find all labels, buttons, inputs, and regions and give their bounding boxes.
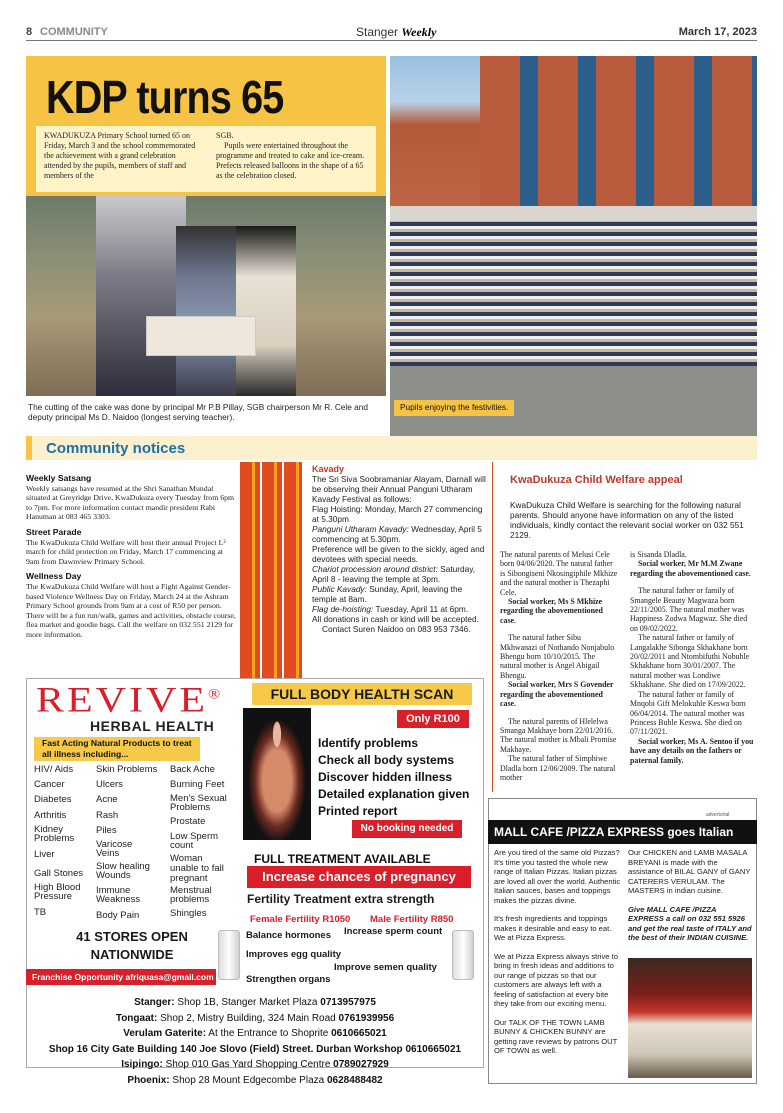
fertility-heading: Fertility Treatment extra strength: [247, 892, 435, 906]
masthead-bold: Weekly: [401, 25, 437, 39]
photo2-caption: Pupils enjoying the festivities.: [394, 400, 514, 416]
illness-item: Piles: [96, 824, 117, 836]
illness-item: Liver: [34, 848, 55, 860]
notice-title: Wellness Day: [26, 571, 82, 582]
issue-date: March 17, 2023: [678, 26, 757, 38]
fert-benefit: Improves egg quality: [246, 949, 342, 960]
illness-item: Diabetes: [34, 794, 72, 806]
store-addr: At the Entrance to Shoprite: [206, 1028, 332, 1039]
store-address: [26, 995, 484, 1011]
scan-item: Detailed explanation given: [318, 787, 470, 801]
illness-item: High Blood Pressure: [34, 882, 81, 903]
revive-brand: REVIVE: [36, 680, 208, 720]
kavady-italic: Chariot procession around district:: [312, 564, 438, 574]
kavady-line: The Sri Siva Soobramaniar Alayam, Darnall will be observing their Annual Panguni Utharam Kavady Festival as follows:: [312, 474, 486, 504]
illness-col3: [170, 764, 244, 919]
scan-item: Identify problems: [318, 736, 419, 750]
kavady-line: [312, 564, 488, 584]
product-bottle-icon: [218, 930, 240, 980]
store-phone: 0628488482: [326, 1074, 383, 1086]
kavady-line: Flag Hoisting: Monday, March 27 commencing at 5.30pm: [312, 504, 483, 524]
illness-item: Immune Weakness: [96, 885, 141, 906]
welfare-worker: Social worker, Ms A. Sentoo if you have any details on the fathers or paternal family.: [630, 736, 754, 765]
body-scan-image: [243, 708, 311, 840]
store-phone: 0789027929: [333, 1059, 389, 1070]
store-town: Isipingo:: [121, 1059, 163, 1070]
illness-item: Slow healing Wounds: [96, 861, 150, 882]
illness-item: Ulcers: [96, 779, 123, 791]
illness-item: Shingles: [170, 907, 207, 919]
notice-body: Weekly satsangs have resumed at the Shri Sanathan Mundal situated at Greyridge Drive, KwaDukuza every Tuesday from 6pm to 7pm. For more information contact mandir president Rabi Hanuman at 083 465 3303.: [26, 483, 235, 522]
franchise-banner: Franchise Opportunity afriquasa@gmail.com: [26, 969, 216, 985]
scan-item: Check all body systems: [318, 753, 455, 767]
pizza-para: Our TALK OF THE TOWN LAMB BUNNY & CHICKEN BUNNY are getting rave reviews by patrons OUT OF TOWN as well.: [494, 1017, 618, 1055]
kavady-line: [312, 604, 488, 614]
lead-headline: KDP turns 65: [46, 71, 284, 123]
store-addr: Shop 28 Mount Edgecombe Plaza: [169, 1074, 327, 1086]
welfare-para: The natural father or family of Smangele Beauty Magwaza born 22/11/2005. The natural mother was Happiness Zodwa Magwaz. She died on 09/02/2022.: [630, 586, 748, 633]
illness-item: Arthritis: [34, 809, 67, 821]
illness-item: HIV/ Aids: [34, 764, 74, 775]
kavady-title: Kavady: [312, 464, 345, 474]
store-phone: 0610665021: [331, 1028, 387, 1039]
pregnancy-banner: Increase chances of pregnancy: [247, 866, 471, 888]
store-phone: 0610665021: [405, 1043, 462, 1055]
pizza-para: Our CHICKEN and LAMB MASALA BREYANI is made with the assistance of BILAL GANY of GANY CATERERS VERULAM. The MASTERS in indian cuisine.: [628, 848, 751, 895]
lead-col2-line: SGB.: [216, 131, 234, 140]
welfare-rule: [492, 462, 493, 792]
illness-item: Men's Sexual Problems: [170, 793, 227, 814]
notice-body: The KwaDukuza Child Welfare will host their annual Project L² march for child protection on Friday, March 17 commencing at 9am from Dawnview Primary School.: [26, 537, 226, 566]
illness-item: Kidney Problems: [34, 823, 75, 844]
pizza-para: It's fresh ingredients and toppings makes it desirable and easy to eat. We at Pizza Express.: [494, 914, 612, 942]
fert-benefit: Improve semen quality: [334, 962, 437, 973]
store-addresses: [26, 995, 484, 1088]
kavady-line: [312, 524, 488, 544]
store-town: Shop 16 City Gate Building 140 Joe Slovo (Field) Street. Durban Workshop: [48, 1043, 403, 1055]
notices-tab: [26, 436, 32, 460]
cake-cutting-photo: [26, 196, 386, 396]
pizza-col2: [628, 848, 754, 943]
kavady-text: Tuesday, April 11 at 6pm.: [373, 604, 469, 614]
store-town: Tongaat:: [115, 1012, 158, 1024]
photo1-caption: The cutting of the cake was done by principal Mr P.B Pillay, SGB chairperson Mr R. Cele and deputy principal Ms D. Naidoo (longest serving teacher).: [28, 402, 369, 422]
fert-benefit: Strengthen organs: [246, 974, 331, 985]
scan-list: [318, 735, 478, 820]
store-phone: 0713957975: [320, 997, 376, 1008]
welfare-para: The natural father or family of Langalakhe Sibonga Skhakhane born 20/02/2011 and Ntombifuthi Nobuhle Skhakhane born 30/01/2007. The natural mother was Londiwe Skhakhane. She died on 17/09/2022.: [630, 633, 750, 690]
kavady-line: Preference will be given to the sickly, aged and devotees with special needs.: [312, 544, 485, 564]
kavady-italic: Panguni Utharam Kavady:: [312, 524, 409, 534]
illness-item: Body Pain: [96, 910, 140, 922]
lead-col1: KWADUKUZA Primary School turned 65 on Friday, March 3 and the school commemorated the achievement with a grand celebration attended by the pupils, members of staff and members of the: [44, 131, 196, 180]
kavady-italic: Public Kavady:: [312, 584, 367, 594]
store-town: Verulam Gaterite:: [123, 1028, 207, 1039]
illness-item: Burning Feet: [170, 779, 225, 791]
page-number: 8: [26, 26, 33, 38]
female-price: Female Fertility R1050: [250, 914, 351, 925]
scan-item: Discover hidden illness: [318, 770, 453, 784]
store-addr: Shop 010 Gas Yard Shopping Centre: [162, 1059, 334, 1070]
notice-title: Weekly Satsang: [26, 473, 92, 483]
illness-item: Woman unable to fall pregnant: [170, 852, 224, 884]
store-address: [26, 1042, 484, 1058]
welfare-col2: [630, 550, 754, 765]
scan-price: Only R100: [397, 710, 469, 728]
masthead-light: Stanger: [356, 25, 399, 39]
store-address: [26, 1073, 484, 1089]
pizza-para: We at Pizza Express always strive to bring in fresh ideas and additions to our range of pizzas so that our customers are always left with a feeling of satisfaction at every bite they take from our exciting menu.: [494, 951, 618, 1008]
store-addr: Shop 2, Mistry Building, 324 Main Road: [157, 1012, 339, 1024]
store-address: [26, 1057, 484, 1073]
lead-col2-para: Pupils were entertained throughout the programme and treated to cake and ice-cream. Prefects released balloons in the shape of a 65 as the celebration closed.: [216, 141, 365, 180]
product-bottle-icon: [452, 930, 474, 980]
welfare-para: The natural parents of Hlelelwa Smanga Makhaye born 22/01/2016. The natural mother is Mbali Promise Makhaye.: [500, 716, 617, 754]
illness-item: Gall Stones: [34, 868, 84, 880]
kavady-text: Sunday, April, leaving the temple at 8am.: [312, 584, 463, 604]
notice-title: Street Parade: [26, 526, 82, 537]
pizza-title: MALL CAFE /PIZZA EXPRESS goes Italian: [488, 820, 757, 844]
scan-banner: FULL BODY HEALTH SCAN: [252, 683, 472, 705]
kavady-text: Wednesday, April 5 commencing at 5.30pm.: [312, 524, 482, 544]
illness-col2: [96, 764, 166, 921]
fast-acting-banner: Fast Acting Natural Products to treat all illness including...: [34, 737, 200, 761]
illness-item: Rash: [96, 809, 119, 821]
welfare-para: is Sisanda Dladla.: [630, 550, 687, 559]
illness-item: Skin Problems: [96, 764, 158, 775]
store-address: [26, 1026, 484, 1042]
illness-item: Acne: [96, 794, 118, 806]
store-phone: 0761939956: [338, 1012, 395, 1024]
kavady-line: All donations in cash or kind will be accepted.: [312, 614, 479, 624]
herbal-health: HERBAL HEALTH: [90, 718, 215, 734]
illness-item: Back Ache: [170, 764, 215, 775]
welfare-col1: [500, 550, 618, 782]
welfare-worker: Social worker, Mr M.M Zwane regarding the abovementioned case.: [630, 559, 751, 578]
store-town: Phoenix:: [127, 1074, 170, 1086]
full-treatment: FULL TREATMENT AVAILABLE: [254, 852, 431, 866]
illness-item: TB: [34, 907, 47, 919]
kavady-italic: Flag de-hoisting:: [312, 604, 374, 614]
kavady-decor-stripes: [240, 462, 302, 678]
illness-item: Cancer: [34, 779, 65, 791]
welfare-title: KwaDukuza Child Welfare appeal: [510, 474, 683, 486]
welfare-para: The natural father or family of Mnqobi Gift Melokuhle Keswa born 06/04/2014. The natural mother was Princess Buhle Keswa. She died on 07/11/2021.: [630, 689, 746, 737]
illness-item: Varicose Veins: [96, 839, 133, 860]
notice-body: The KwaDukuza Child Welfare will host a Fight Against Gender-based Violence Wellness Day on Friday, March 24 at the Ashram Primary School grounds from 9am at a cost of R50 per person. There will be a fun run/walk, games and activities, obstacle course, flea market and goodie bags. Call the welfare on 032 551 2129 for more information.: [26, 581, 236, 639]
revive-logo: [36, 680, 223, 721]
store-addr: Shop 1B, Stanger Market Plaza: [174, 997, 321, 1008]
pizza-cta: Give MALL CAFE /PIZZA EXPRESS a call on 032 551 5926 and get the real taste of ITALY and the best of their INDIAN CUISINE.: [628, 904, 752, 942]
notices-heading: Community notices: [46, 440, 186, 457]
welfare-worker: Social worker, Mrs S Govender regarding the abovementioned case.: [500, 680, 614, 709]
scan-item: Printed report: [318, 804, 398, 818]
illness-item: Low Sperm count: [170, 830, 219, 851]
header-rule: [26, 40, 757, 41]
pupils-photo: [390, 56, 757, 436]
stores-open: 41 STORES OPEN NATIONWIDE: [76, 929, 188, 962]
section-name: COMMUNITY: [40, 26, 108, 38]
lead-body: [36, 126, 376, 192]
welfare-intro: KwaDukuza Child Welfare is searching for the following natural parents. Should anyone have information on any of the listed individuals, kindly contact the relevant social worker on 032 551 2129.: [510, 500, 744, 540]
welfare-worker: Social worker, Ms S Mkhize regarding the abovementioned case.: [500, 597, 603, 625]
fert-benefit: Increase sperm count: [344, 926, 443, 937]
fert-benefit: Balance hormones: [246, 930, 331, 941]
store-address: [26, 1011, 484, 1027]
registered-mark: ®: [207, 687, 224, 703]
lead-col2: [216, 131, 372, 181]
kavady-line: Contact Suren Naidoo on 083 953 7346.: [322, 624, 471, 634]
kavady-line: [312, 584, 488, 604]
illness-item: Menstrual problems: [170, 884, 212, 905]
pizza-para: Are you tired of the same old Pizzas? It's time you tasted the whole new range of Italian Pizzas. Italian pizzas are loved all over the world. Authentic Italian sauces, bases and toppings makes the pizzas divine.: [494, 848, 621, 905]
welfare-para: The natural parents of Melusi Cele born 04/06/2020. The natural father is Sibongiseni Nkosingiphile Mkhize and the natural mother is Thezaphi Cele.: [500, 550, 618, 597]
male-price: Male Fertility R850: [370, 914, 454, 925]
pizza-shop-photo: [628, 958, 752, 1078]
notices-list: [26, 474, 236, 640]
no-booking-badge: No booking needed: [352, 820, 462, 838]
kavady-notice: [312, 464, 488, 634]
advertorial-label: advertorial: [706, 812, 730, 818]
masthead: [356, 25, 436, 40]
welfare-para: The natural father of Simphiwe Dladla born 12/06/2009. The natural mother: [500, 754, 616, 782]
store-town: Stanger:: [134, 997, 175, 1008]
illness-item: Prostate: [170, 816, 206, 828]
kavady-text: Saturday, April 8 - leaving the temple at 3pm.: [312, 564, 476, 584]
welfare-para: The natural father Sibu Mkhwanazi of Nothando Nonjabulo Bhengu born 10/10/2015. The natural mother is Angel Abigail Bhengu.: [500, 633, 615, 680]
pizza-col1: [494, 848, 622, 1056]
illness-col1: [34, 764, 94, 918]
